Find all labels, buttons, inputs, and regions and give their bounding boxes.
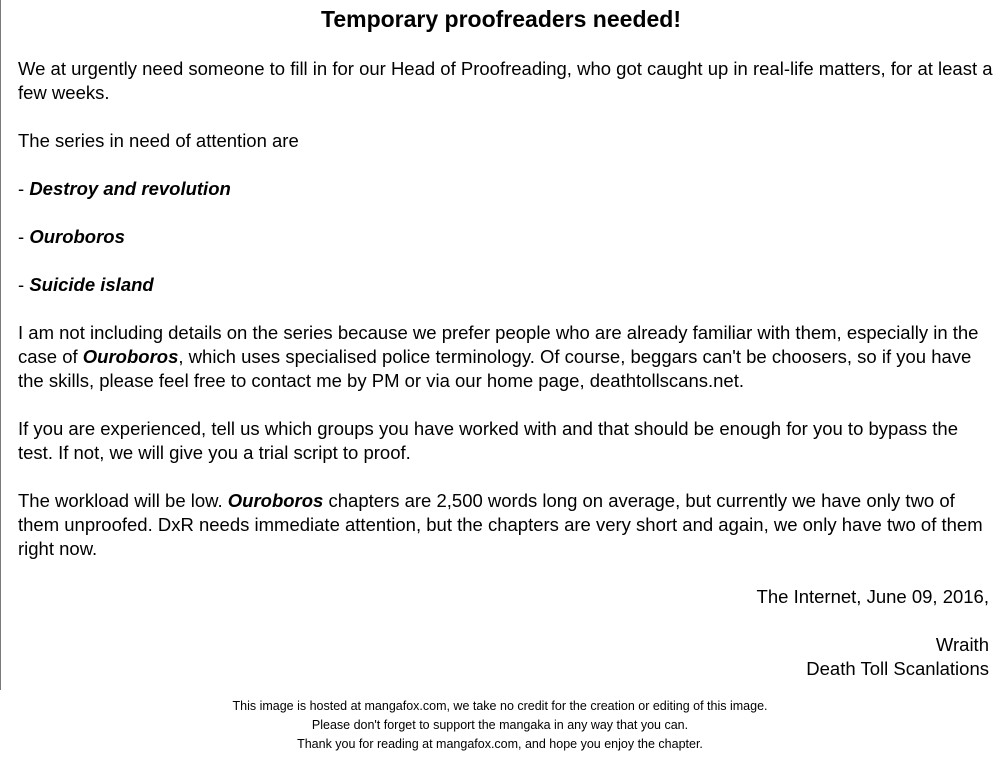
workload-series-emphasis: Ouroboros bbox=[227, 490, 324, 511]
series-item-bullet: - bbox=[18, 226, 30, 247]
footer-line-hosting: This image is hosted at mangafox.com, we take no credit for the creation or editing of this image. bbox=[232, 699, 768, 713]
signoff-group: Death Toll Scanlations bbox=[806, 658, 989, 679]
signoff-block bbox=[757, 585, 989, 681]
series-item-bullet: - bbox=[18, 274, 30, 295]
notice-title: Temporary proofreaders needed! bbox=[320, 6, 681, 32]
experience-paragraph: If you are experienced, tell us which groups you have worked with and that should be enough for you to bypass the test. If not, we will give you a trial script to proof. bbox=[18, 418, 958, 463]
series-item-name: Ouroboros bbox=[29, 226, 125, 247]
notice-body bbox=[18, 57, 993, 585]
details-text-start: I am not including details on the series because we prefer people who are already familiar with them, especially in the case of bbox=[18, 322, 979, 367]
intro-paragraph: We at urgently need someone to fill in for our Head of Proofreading, who got caught up in real-life matters, for at least a few weeks. bbox=[18, 58, 993, 103]
series-item-name: Destroy and revolution bbox=[29, 178, 231, 199]
series-item-bullet: - bbox=[18, 178, 30, 199]
footer-line-support: Please don't forget to support the mangaka in any way that you can. bbox=[311, 718, 689, 732]
footer-line-thanks: Thank you for reading at mangafox.com, and hope you enjoy the chapter. bbox=[297, 737, 703, 751]
series-intro: The series in need of attention are bbox=[18, 130, 299, 151]
workload-text-end: chapters are 2,500 words long on average, but currently we have only two of them unproofed. DxR needs immediate attention, but the chapters are very short and again, we only have two of them right now. bbox=[18, 490, 983, 559]
workload-text-start: The workload will be low. bbox=[18, 490, 228, 511]
details-text-end: , which uses specialised police terminology. Of course, beggars can't be choosers, so if you have the skills, please feel free to contact me by PM or via our home page, deathtollscans.net. bbox=[18, 346, 972, 391]
workload-paragraph bbox=[18, 489, 993, 561]
signoff-spacer bbox=[757, 609, 989, 633]
details-series-emphasis: Ouroboros bbox=[82, 346, 179, 367]
hosting-footer bbox=[0, 697, 1000, 754]
signoff-name: Wraith bbox=[935, 634, 989, 655]
signoff-place-date: The Internet, June 09, 2016, bbox=[756, 586, 989, 607]
series-item bbox=[18, 273, 993, 297]
series-item bbox=[18, 177, 993, 201]
details-paragraph bbox=[18, 321, 993, 393]
series-item-name: Suicide island bbox=[29, 274, 154, 295]
series-item bbox=[18, 225, 993, 249]
